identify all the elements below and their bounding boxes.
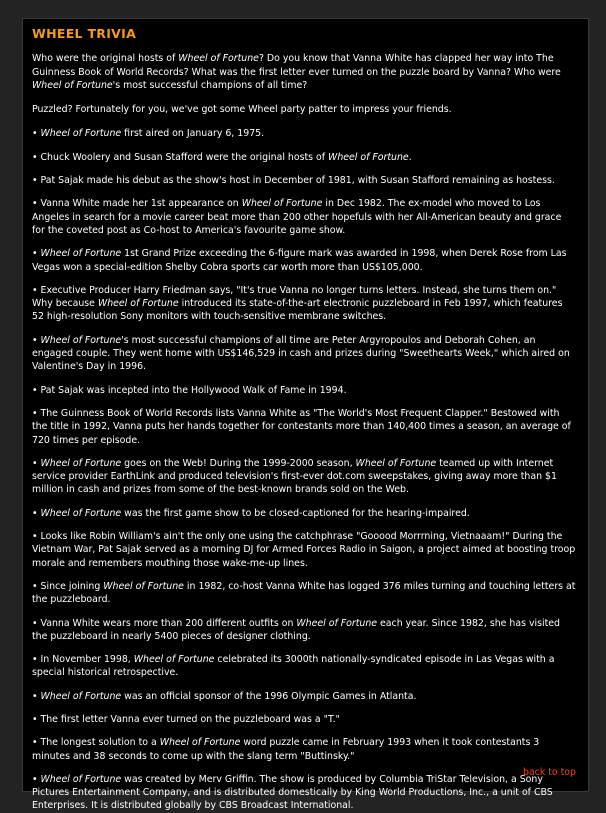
trivia-fact [32,690,576,703]
text-segment: each year. Since 1982, she has visited the puzzleboard in nearly 5400 pieces of designer clothing. [32,617,561,642]
show-title-italic: Wheel of Fortune [40,128,122,140]
trivia-fact [32,736,576,763]
back-to-top-link[interactable]: back to top [522,766,576,778]
bullet-icon: • [32,248,38,260]
text-segment: In November 1998, [40,654,134,666]
text-segment: Vanna White made her 1st appearance on [40,198,242,210]
trivia-fact [32,653,576,680]
trivia-fact [32,384,576,397]
trivia-fact [32,407,576,447]
show-title-italic: Wheel of Fortune [40,457,122,469]
bullet-icon: • [32,457,38,469]
bullet-icon: • [32,407,38,419]
facts-list [32,127,576,812]
text-segment: Vanna White wears more than 200 different outfits on [40,617,297,629]
bullet-icon: • [32,713,38,725]
bullet-icon: • [32,507,38,519]
show-title-italic: Wheel of Fortune [97,298,179,310]
show-title-italic: Wheel of Fortune [40,334,122,346]
trivia-fact [32,530,576,570]
show-title-italic: Wheel of Fortune [296,617,378,629]
text-segment: first aired on January 6, 1975. [121,128,265,140]
show-title-italic: Wheel of Fortune [40,773,122,785]
intro-paragraph [32,103,576,116]
bullet-icon: • [32,284,38,296]
text-segment: Who were the original hosts of [32,53,179,65]
trivia-fact [32,457,576,497]
bullet-icon: • [32,334,38,346]
trivia-fact [32,773,576,813]
bullet-icon: • [32,690,38,702]
text-segment: in Dec 1982. The ex-model who moved to Los Angeles in search for a movie career beat more than 200 other hopefuls with her All-American beauty and grace for the coveted post as Co-host to America's favourite game show. [32,198,562,236]
show-title-italic: Wheel of Fortune [32,79,113,91]
bullet-icon: • [32,654,38,666]
show-title-italic: Wheel of Fortune [103,580,184,592]
text-segment: teamed up with Internet service provider EarthLink and produced television's first-ever dot.com sweepstakes, giving away more than $1 million in cash and prizes from some of the best-known brands sold on the Web. [32,457,557,496]
text-segment: Chuck Woolery and Susan Stafford were the original hosts of [40,151,329,163]
show-title-italic: Wheel of Fortune [159,737,241,749]
text-segment: introduced its state-of-the-art electronic puzzleboard in Feb 1997, which features 52 high-resolution Sony monitors with touch-sensitive membrane switches. [32,298,563,323]
trivia-fact [32,174,576,187]
show-title-italic: Wheel of Fortune [40,507,122,519]
bullet-icon: • [32,151,38,163]
text-segment: Looks like Robin William's ain't the only one using the catchphrase "Gooood Morrrning, Vietnaaam!" During the Vietnam War, Pat Sajak served as a morning DJ for Armed Forces Radio in Saigon, a project aimed at boosting troop morale and remembers mouthing those wake-me-up lines. [32,531,576,569]
trivia-fact [32,284,576,324]
show-title-italic: Wheel of Fortune [40,248,122,260]
show-title-italic: Wheel of Fortune [40,690,122,702]
text-segment: Pat Sajak made his debut as the show's host in December of 1981, with Susan Stafford remaining as hostess. [40,175,555,187]
show-title-italic: Wheel of Fortune [241,198,323,210]
bullet-icon: • [32,531,38,543]
text-segment: Puzzled? Fortunately for you, we've got some Wheel party patter to impress your friends. [32,104,452,116]
trivia-fact [32,507,576,520]
show-title-italic: Wheel of Fortune [328,151,409,163]
bullet-icon: • [32,128,38,140]
text-segment: The Guinness Book of World Records lists Vanna White as "The World's Most Frequent Clapper." Bestowed with the title in 1992, Vanna puts her hands together for contestants more than 140,400 times a season, an average of 720 times per episode. [32,407,571,446]
text-segment: 's most successful champions of all time are Peter Argyropoulos and Deborah Cohen, an engaged couple. They went home with US$146,529 in cash and prizes during "Sweethearts Week," which aired on Valentine's Day in 1996. [32,334,570,373]
trivia-fact [32,247,576,274]
bullet-icon: • [32,617,38,629]
trivia-fact [32,127,576,140]
trivia-fact [32,334,576,374]
show-title-italic: Wheel of Fortune [178,53,259,65]
text-segment: The first letter Vanna ever turned on the puzzleboard was a "T." [40,713,340,725]
text-segment: 1st Grand Prize exceeding the 6-figure mark was awarded in 1998, when Derek Rose from Las Vegas won a special-edition Shelby Cobra sports car worth more than US$105,000. [32,248,567,273]
text-segment: The longest solution to a [40,737,160,749]
intro-paragraph [32,52,576,92]
bullet-icon: • [32,175,38,187]
text-segment: goes on the Web! During the 1999-2000 season, [121,457,356,469]
bullet-icon: • [32,773,38,785]
text-segment: celebrated its 3000th nationally-syndicated episode in Las Vegas with a special historical retrospective. [32,654,555,679]
text-segment: was an official sponsor of the 1996 Olympic Games in Atlanta. [121,690,417,702]
trivia-panel [22,18,589,812]
bullet-icon: • [32,198,38,210]
trivia-fact [32,617,576,644]
text-segment: Executive Producer Harry Friedman says, "It's true Vanna no longer turns letters. Instead, she turns them on." Why because [32,284,557,310]
text-segment: was the first game show to be closed-captioned for the hearing-impaired. [121,507,470,519]
text-segment: ? Do you know that Vanna White has clapped her way into The Guinness Book of World Records? What was the first letter ever turned on the puzzle board by Vanna? Who were [32,53,561,78]
text-segment: 's most successful champions of all time? [112,79,308,91]
text-segment: . [408,151,412,163]
text-segment: Since joining [40,580,104,592]
bullet-icon: • [32,384,38,396]
trivia-fact [32,151,576,164]
bullet-icon: • [32,580,38,592]
text-segment: was created by Merv Griffin. The show is produced by Columbia TriStar Television, a Sony Pictures Entertainment Company, and is distributed domestically by King World Productions, Inc., a unit of CBS Enterprises. It is distributed globally by CBS Broadcast International. [32,773,553,812]
trivia-fact [32,580,576,607]
text-segment: Pat Sajak was incepted into the Hollywood Walk of Fame in 1994. [40,384,347,396]
page-title: WHEEL TRIVIA [32,26,137,41]
trivia-fact [32,713,576,726]
bullet-icon: • [32,737,38,749]
trivia-fact [32,197,576,237]
intro-section [32,52,576,116]
show-title-italic: Wheel of Fortune [355,457,437,469]
show-title-italic: Wheel of Fortune [133,654,215,666]
text-segment: word puzzle came in February 1993 when it took contestants 3 minutes and 38 seconds to come up with the slang term "Buttinsky." [32,737,540,762]
text-segment: in 1982, co-host Vanna White has logged 376 miles turning and touching letters at the puzzleboard. [32,580,576,606]
